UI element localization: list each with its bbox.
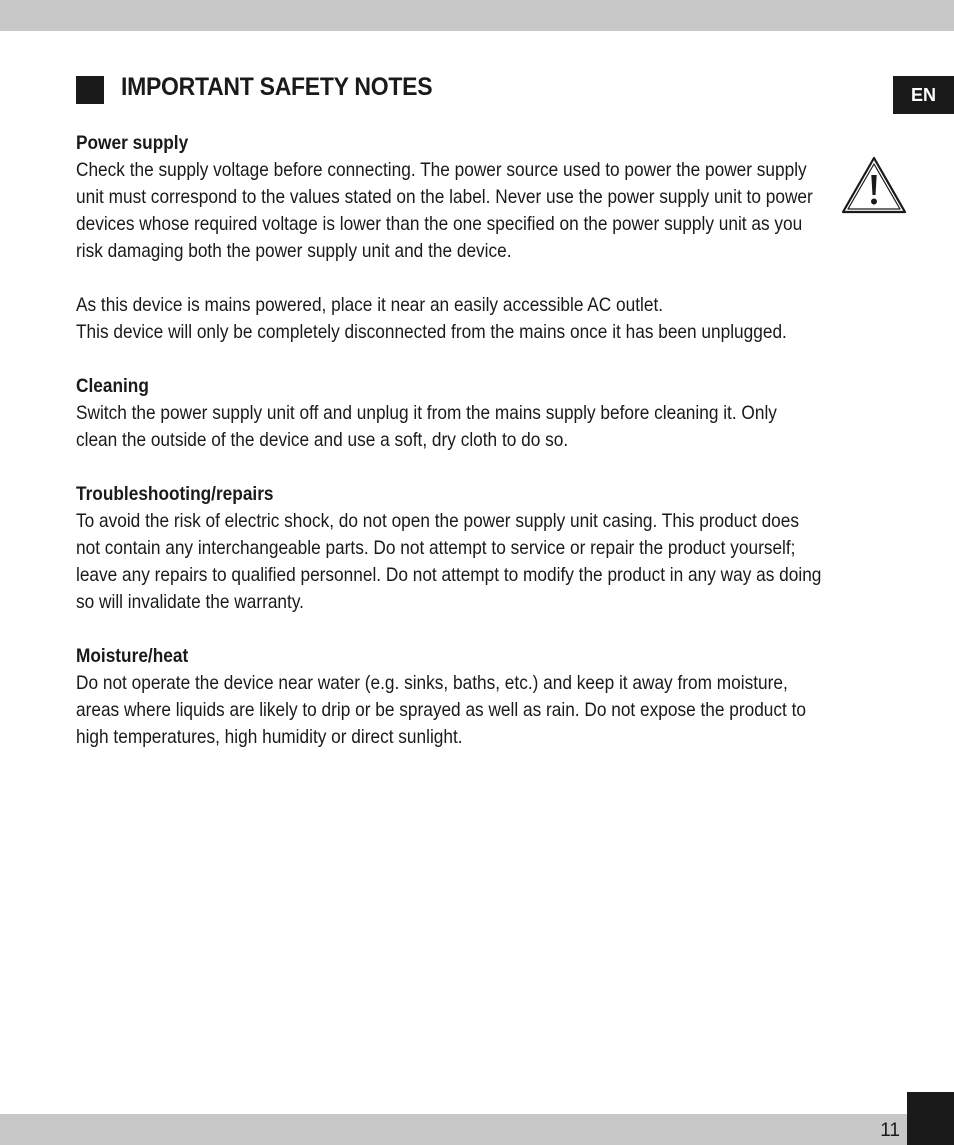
section-paragraph: As this device is mains powered, place it near an easily accessible AC outlet. This device will only be completely disconnected from the mains once it has been unplugged.	[76, 294, 787, 343]
section-heading: Troubleshooting/repairs	[76, 483, 274, 505]
section-paragraph: Switch the power supply unit off and unplug it from the mains supply before cleaning it. Only clean the outside of the device and use a soft, dry cloth to do so.	[76, 402, 777, 451]
section-paragraph: To avoid the risk of electric shock, do not open the power supply unit casing. This product does not contain any interchangeable parts. Do not attempt to service or repair the product yourself; leave any repairs to qualified personnel. Do not attempt to modify the product in any way as doing so will invalidate the warranty.	[76, 510, 822, 613]
section-heading: Cleaning	[76, 375, 149, 397]
page-title: IMPORTANT SAFETY NOTES	[121, 73, 433, 101]
section-power-supply	[76, 130, 873, 346]
section-troubleshooting-repairs	[76, 481, 873, 616]
section-moisture-heat	[76, 643, 873, 751]
section-cleaning	[76, 373, 873, 454]
section-paragraph: Do not operate the device near water (e.g. sinks, baths, etc.) and keep it away from moisture, areas where liquids are likely to drip or be sprayed as well as rain. Do not expose the product to high temperatures, high humidity or direct sunlight.	[76, 672, 807, 748]
section-heading: Moisture/heat	[76, 645, 189, 667]
page-number: 11	[880, 1120, 900, 1141]
section-paragraph: Check the supply voltage before connecting. The power source used to power the power supply unit must correspond to the values stated on the label. Never use the power supply unit to power devices whose required voltage is lower than the one specified on the power supply unit as you risk damaging both the power supply unit and the device.	[76, 159, 813, 262]
safety-notes-body	[76, 130, 873, 778]
language-tab-label: EN	[910, 84, 936, 105]
bottom-band	[0, 1114, 954, 1145]
page-corner-block	[907, 1092, 954, 1145]
top-band	[0, 0, 954, 31]
title-marker-square	[76, 76, 104, 104]
section-heading: Power supply	[76, 132, 189, 154]
language-tab	[893, 76, 954, 114]
